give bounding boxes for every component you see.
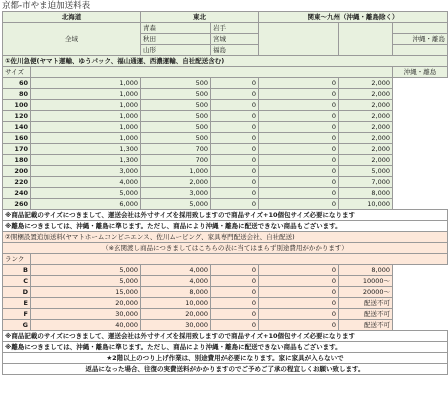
kanto-fee-cell: 0 (211, 78, 259, 89)
size-cell: 80 (3, 89, 31, 100)
tohoku-fee-cell: 4,000 (141, 265, 211, 276)
kanto-fee-cell: 0 (211, 100, 259, 111)
kanto-fee-cell: 0 (211, 320, 259, 331)
hokkaido-fee-cell: 1,000 (31, 100, 141, 111)
kyushu-fee-cell: 0 (259, 287, 339, 298)
kyushu-fee-cell: 0 (259, 133, 339, 144)
okinawa-fee-cell: 2,000 (339, 100, 393, 111)
hokkaido-fee-cell: 6,000 (31, 199, 141, 210)
hokkaido-fee-cell: 5,000 (31, 276, 141, 287)
tohoku-fee-cell: 20,000 (141, 309, 211, 320)
kanto-fee-cell: 0 (211, 177, 259, 188)
kanto-fee-cell: 0 (211, 265, 259, 276)
kanto-fee-cell: 0 (211, 144, 259, 155)
tohoku-fee-cell: 500 (141, 100, 211, 111)
section2-note-row (3, 342, 448, 353)
kyushu-fee-cell: 0 (259, 276, 339, 287)
kyushu-fee-cell: 0 (259, 122, 339, 133)
footer-line-1: ★2階以上のつり上げ作業は、別途費用が必要になります。家に家具が入らないで (3, 353, 448, 364)
kyushu-fee-cell: 0 (259, 155, 339, 166)
kyushu-fee-cell: 0 (259, 177, 339, 188)
okinawa-fee-cell: 2,000 (339, 155, 393, 166)
tohoku-fee-cell: 1,000 (141, 166, 211, 177)
kanto-fee-cell: 0 (211, 133, 259, 144)
size-column-label: サイズ (3, 67, 31, 78)
section2-note-island: ※離島につきましては、沖縄・離島に準じます。ただし、商品により沖縄・離島に配送できない商品もございます。 (3, 342, 448, 353)
kyushu-fee-cell: 0 (259, 111, 339, 122)
kyushu-fee-cell: 0 (259, 188, 339, 199)
size-cell: 120 (3, 111, 31, 122)
okinawa-fee-cell: 2,000 (339, 133, 393, 144)
tohoku-pref: 青森 (141, 23, 211, 34)
kanto-fee-cell: 0 (211, 287, 259, 298)
tohoku-fee-cell: 500 (141, 78, 211, 89)
tohoku-fee-cell: 4,000 (141, 276, 211, 287)
hokkaido-area: 全域 (3, 23, 141, 56)
kyushu-fee-cell: 0 (259, 89, 339, 100)
size-fee-row (3, 100, 448, 111)
tohoku-pref: 岩手 (211, 23, 259, 34)
rank-cell: B (3, 265, 31, 276)
hokkaido-fee-cell: 20,000 (31, 298, 141, 309)
rank-cell: G (3, 320, 31, 331)
okinawa-fee-cell: 20000～ (339, 287, 393, 298)
hokkaido-fee-cell: 1,000 (31, 111, 141, 122)
section2-note-row (3, 331, 448, 342)
okinawa-fee-cell: 2,000 (339, 144, 393, 155)
kyushu-fee-cell: 0 (259, 265, 339, 276)
tohoku-pref: 福島 (211, 45, 259, 56)
size-fee-row (3, 122, 448, 133)
tohoku-pref: 宮城 (211, 34, 259, 45)
hokkaido-fee-cell: 1,000 (31, 78, 141, 89)
region-tohoku: 東北 (141, 12, 259, 23)
rank-cell: F (3, 309, 31, 320)
okinawa-fee-cell: 10,000 (339, 199, 393, 210)
hokkaido-fee-cell: 4,000 (31, 177, 141, 188)
hokkaido-fee-cell: 1,000 (31, 89, 141, 100)
tohoku-fee-cell: 700 (141, 144, 211, 155)
tohoku-fee-cell: 10,000 (141, 298, 211, 309)
size-fee-row (3, 78, 448, 89)
kyushu-fee-cell: 0 (259, 78, 339, 89)
tohoku-fee-cell: 2,000 (141, 177, 211, 188)
tohoku-fee-cell: 700 (141, 155, 211, 166)
region-hokkaido: 北海道 (3, 12, 141, 23)
size-fee-row (3, 89, 448, 100)
kanto-fee-cell: 0 (211, 298, 259, 309)
size-cell: 60 (3, 78, 31, 89)
size-cell: 140 (3, 122, 31, 133)
okinawa-fee-cell: 8,000 (339, 265, 393, 276)
okinawa-fee-cell: 2,000 (339, 111, 393, 122)
region-header-row (3, 12, 448, 23)
size-cell: 160 (3, 133, 31, 144)
section2-subnote: （※玄関渡し商品につきましてはこちらの表に当てはまらず別途費用がかかります） (3, 243, 448, 254)
hokkaido-fee-cell: 1,000 (31, 133, 141, 144)
kyushu-fee-cell: 0 (259, 298, 339, 309)
kyushu-fee-cell: 0 (259, 144, 339, 155)
kanto-fee-cell: 0 (211, 111, 259, 122)
kyushu-fee-cell: 0 (259, 199, 339, 210)
kanto-fee-cell: 0 (211, 155, 259, 166)
tohoku-pref: 山形 (141, 45, 211, 56)
okinawa-fee-cell: 5,000 (339, 166, 393, 177)
section2-note-size: ※商品記載のサイズにつきまして、運送会社は外寸サイズを採用致しますので商品サイズ+10個包サイズ必要になります (3, 331, 448, 342)
kyushu-fee-cell: 0 (259, 166, 339, 177)
shipping-fee-table (2, 11, 448, 375)
size-fee-row (3, 166, 448, 177)
tohoku-fee-cell: 5,000 (141, 199, 211, 210)
hokkaido-fee-cell: 1,000 (31, 122, 141, 133)
hokkaido-fee-cell: 1,300 (31, 144, 141, 155)
okinawa-fee-cell: 配送不可 (339, 298, 393, 309)
okinawa-fee-cell: 10000～ (339, 276, 393, 287)
size-fee-row (3, 188, 448, 199)
rank-fee-row (3, 309, 448, 320)
kyushu-fee-cell: 0 (259, 320, 339, 331)
rank-column-label: ランク (3, 254, 31, 265)
section1-note-row (3, 221, 448, 232)
okinawa-fee-cell: 配送不可 (339, 320, 393, 331)
section2-body (3, 265, 448, 331)
kyushu-fee-cell: 0 (259, 100, 339, 111)
page-title: 京都-市やま迫加送料表 (2, 1, 91, 11)
section2-heading-row (3, 232, 448, 243)
size-cell: 240 (3, 188, 31, 199)
kanto-fee-cell: 0 (211, 89, 259, 100)
size-cell: 170 (3, 144, 31, 155)
size-fee-row (3, 133, 448, 144)
rank-fee-row (3, 298, 448, 309)
kanto-fee-cell: 0 (211, 166, 259, 177)
rank-fee-row (3, 287, 448, 298)
tohoku-fee-cell: 30,000 (141, 320, 211, 331)
okinawa-label: 沖縄・離島 (393, 34, 448, 45)
okinawa-fee-cell: 2,000 (339, 89, 393, 100)
rank-cell: D (3, 287, 31, 298)
hokkaido-fee-cell: 5,000 (31, 265, 141, 276)
hokkaido-fee-cell: 30,000 (31, 309, 141, 320)
kyushu-fee-cell: 0 (259, 309, 339, 320)
section1-note-size: ※商品記載のサイズにつきまして、運送会社は外寸サイズを採用致しますので商品サイズ+10個包サイズ必要になります (3, 210, 448, 221)
size-fee-row (3, 177, 448, 188)
rank-fee-row (3, 265, 448, 276)
size-fee-row (3, 155, 448, 166)
kanto-fee-cell: 0 (211, 188, 259, 199)
tohoku-fee-cell: 3,000 (141, 188, 211, 199)
hokkaido-fee-cell: 15,000 (31, 287, 141, 298)
okinawa-fee-cell: 配送不可 (339, 309, 393, 320)
size-fee-row (3, 199, 448, 210)
section1-heading-row (3, 56, 448, 67)
section1-heading: ①佐川急便(ヤマト運輸、ゆうパック、福山通運、西濃運輸、自社配送含む) (3, 56, 448, 67)
kanto-fee-cell: 0 (211, 122, 259, 133)
rank-fee-row (3, 320, 448, 331)
okinawa-fee-cell: 8,000 (339, 188, 393, 199)
okinawa-column-label: 沖縄・離島 (393, 67, 448, 78)
footer-line-2: 返品になった場合、往復の実費送料がかかりますのでご予めご了承の程宜しくお願い致します。 (3, 364, 448, 375)
section1-note-island: ※離島につきましては、沖縄・離島に準じます。ただし、商品により沖縄・離島に配送できない商品もございます。 (3, 221, 448, 232)
kanto-fee-cell: 0 (211, 309, 259, 320)
size-fee-row (3, 111, 448, 122)
tohoku-pref: 秋田 (141, 34, 211, 45)
section1-body (3, 78, 448, 210)
size-fee-row (3, 144, 448, 155)
size-cell: 220 (3, 177, 31, 188)
rank-cell: C (3, 276, 31, 287)
kanto-fee-cell: 0 (211, 199, 259, 210)
okinawa-fee-cell: 7,000 (339, 177, 393, 188)
okinawa-fee-cell: 2,000 (339, 78, 393, 89)
okinawa-fee-cell: 2,000 (339, 122, 393, 133)
kanto-fee-cell: 0 (211, 276, 259, 287)
hokkaido-fee-cell: 1,300 (31, 155, 141, 166)
tohoku-fee-cell: 500 (141, 133, 211, 144)
size-cell: 100 (3, 100, 31, 111)
hokkaido-fee-cell: 5,000 (31, 188, 141, 199)
region-kanto-kyushu: 関東～九州（沖縄・離島除く） (259, 12, 448, 23)
hokkaido-fee-cell: 3,000 (31, 166, 141, 177)
section2-heading: ②開梱設置追加送料(ヤマトホームコンビニエンス、佐川ムービング、家具専門配送会社、自社配送) (3, 232, 448, 243)
size-cell: 200 (3, 166, 31, 177)
size-cell: 180 (3, 155, 31, 166)
tohoku-fee-cell: 500 (141, 89, 211, 100)
tohoku-fee-cell: 500 (141, 122, 211, 133)
size-cell: 260 (3, 199, 31, 210)
section1-note-row (3, 210, 448, 221)
hokkaido-fee-cell: 40,000 (31, 320, 141, 331)
rank-cell: E (3, 298, 31, 309)
tohoku-fee-cell: 8,000 (141, 287, 211, 298)
tohoku-fee-cell: 500 (141, 111, 211, 122)
rank-fee-row (3, 276, 448, 287)
